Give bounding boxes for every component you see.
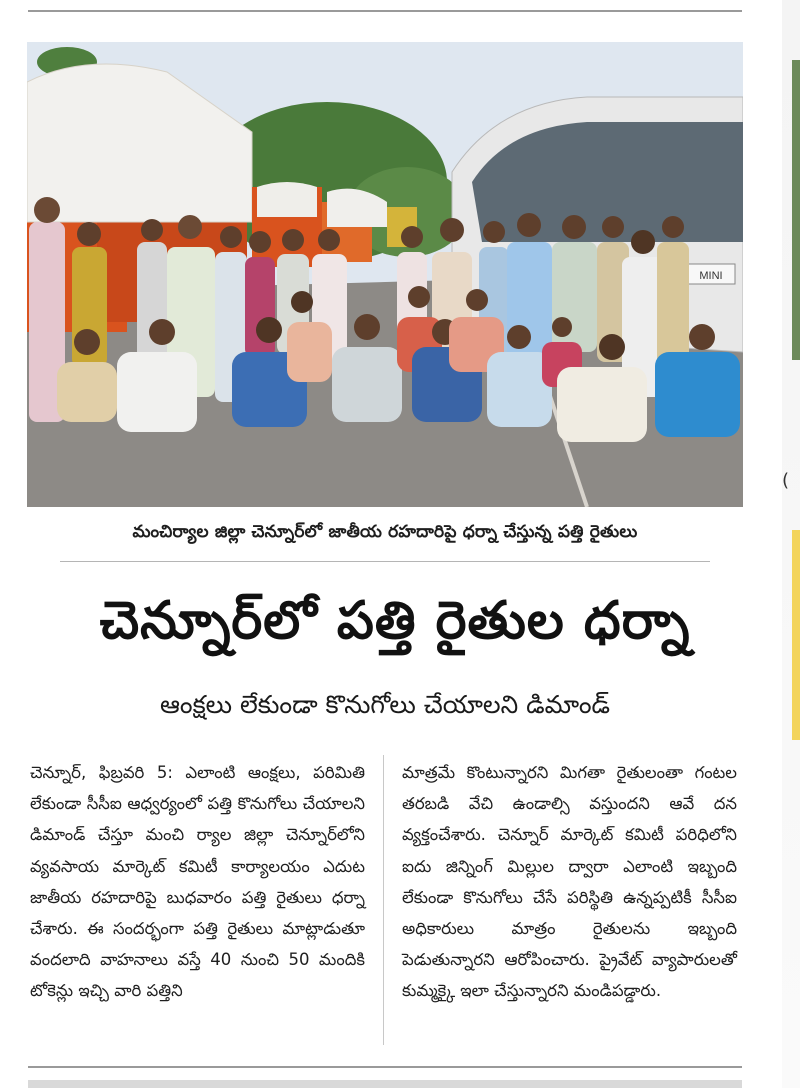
adjacent-panel-edge [792,530,800,740]
next-article-edge [28,1080,742,1088]
article-column-left [30,757,365,1007]
bottom-rule [28,1066,742,1068]
adjacent-glyph: ( [782,470,790,491]
subheadline: ఆంక్షలు లేకుండా కొనుగోలు చేయాలని డిమాండ్ [159,690,611,719]
protest-scene [27,42,743,507]
column-divider [383,755,384,1045]
cotton-load [257,182,317,217]
adjacent-article-strip [782,0,800,1088]
headline: చెన్నూర్‌లో పత్తి రైతుల ధర్నా [99,591,691,651]
news-photo [27,42,743,507]
photo-caption: మంచిర్యాల జిల్లా చెన్నూర్‌లో జాతీయ రహదారిపై ధర్నా చేస్తున్న పత్తి రైతులు [132,522,638,542]
article-text-left: చెన్నూర్, ఫిబ్రవరి 5: ఎలాంటి ఆంక్షలు, పరిమితి లేకుండా సీసీఐ ఆధ్వర్యంలో పత్తి కొనుగోలు చేయాలని డిమాండ్ చేస్తూ మంచి ర్యాల జిల్లా చెన్నూర్‌లోని వ్యవసాయ మార్కెట్ కమిటీ కార్యాలయం ఎదుట జాతీయ రహదారిపై బుధవారం పత్తి రైతులు ధర్నా చేశారు. ఈ సందర్భంగా పత్తి రైతులు మాట్లాడుతూ వందలాది వాహనాలు వస్తే 40 నుంచి 50 మందికి టోకెన్లు ఇచ్చి వారి పత్తిని [30,763,365,1001]
article-column-right [402,757,737,1007]
adjacent-photo-edge [792,60,800,360]
bus-plate-text: MINI [699,270,723,282]
top-rule [28,0,742,12]
article-text-right: మాత్రమే కొంటున్నారని మిగతా రైతులంతా గంటల తరబడి వేచి ఉండాల్సి వస్తుందని ఆవే దన వ్యక్తంచేశారు. చెన్నూర్ మార్కెట్ కమిటీ పరిధిలోని ఐదు జిన్నింగ్ మిల్లుల ద్వారా ఎలాంటి ఇబ్బంది లేకుండా కొనుగోలు చేసే పరిస్థితి ఉన్నప్పటికీ సీసీఐ అధికారులు మాత్రం రైతులను ఇబ్బంది పెడుతున్నారని ఆరోపించారు. ప్రైవేట్ వ్యాపారులతో కుమ్మక్కై ఇలా చేస్తున్నారని మండిపడ్డారు. [402,763,737,1001]
caption-divider [60,561,710,562]
